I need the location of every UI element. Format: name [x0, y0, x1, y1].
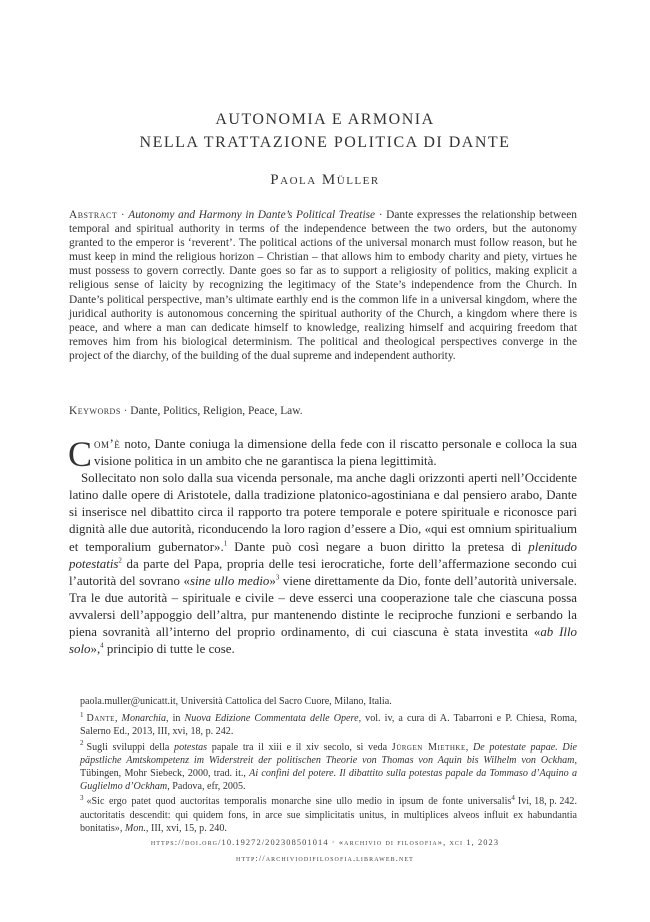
- article-title-line-2: NELLA TRATTAZIONE POLITICA DI DANTE: [139, 134, 511, 151]
- footnote-2-sep: ,: [465, 741, 473, 753]
- footnote-1-edition: Nuova Edizione Commentata delle Opere: [184, 713, 359, 725]
- footnotes: [80, 695, 577, 837]
- footnote-3: [80, 795, 577, 835]
- author-name: Paola Müller: [270, 172, 380, 188]
- p2-italic-ab-illo-solo: ab Illo solo: [69, 625, 578, 657]
- opening-smallcaps: om’è: [94, 437, 121, 451]
- p2-text-c: da parte del Papa, propria delle tesi ierocratiche, forte dell’affermazione secondo cui l’autorità del sovrano «: [69, 556, 577, 588]
- footnote-2-work-2: Ai confini del potere. Il dibattito sulla potestas papale da Tommaso d’Aquino a Guglielmo d’Ockham: [80, 768, 577, 793]
- footnote-1-details: , vol. iv, a cura di A. Tabarroni e P. Chiesa, Roma, Salerno Ed., 2013, III, xvi, 18, p. 242.: [80, 713, 577, 738]
- footnote-3-text: «Sic ergo patet quod auctoritas temporalis monarche sine ullo medio in ipsum de fonte universalis auctoritatis descendit: qui quidem fons, in arce sue simplicitatis unitus, in multiplices alveos influit ex habundantia bonitatis»,: [80, 796, 577, 834]
- footnote-2-potestas: potestas: [174, 741, 208, 753]
- footer-doi-line[interactable]: https://doi.org/10.19272/202308501014 · «archivio di filosofia», xci 1, 2023: [150, 838, 500, 847]
- footnote-4-number: 4: [511, 794, 515, 803]
- footer-website-line[interactable]: http://archiviodifilosofia.libraweb.net: [236, 854, 414, 863]
- body-text: [69, 436, 577, 658]
- abstract-label: Abstract: [69, 209, 118, 221]
- footnote-3-details: , III, xvi, 15, p. 240.: [145, 822, 227, 834]
- p2-text-d: viene direttamente da Dio, fonte dell’autorità universale. Tra le due autorità – spirituale e civile – deve esserci una cooperazione tale che ciascuna possa avvalersi dell’appoggio dell’altra, pur mantenendo distinte le reciproche funzioni e serbando la piena sovranità all’interno del proprio ordinamento, di cui ciascuna è stata investita «: [69, 573, 577, 640]
- p2-text-b: Dante può così negare a buon diritto la pretesa di: [227, 539, 529, 554]
- author-email-affiliation[interactable]: paola.muller@unicatt.it, Università Cattolica del Sacro Cuore, Milano, Italia.: [80, 696, 392, 707]
- p2-italic-sine-ullo-medio: sine ullo medio: [189, 573, 270, 588]
- footnote-2-author: Jürgen Miethke: [391, 741, 466, 753]
- footnote-ref-4[interactable]: 4: [100, 641, 104, 650]
- abstract-separator: ·: [117, 209, 129, 221]
- keywords: [69, 405, 577, 417]
- drop-cap: C: [68, 434, 93, 474]
- footnote-1-sep: ,: [114, 713, 122, 725]
- footnote-2: [80, 741, 577, 794]
- p2-quote-close: »: [269, 573, 276, 588]
- footnote-ref-1[interactable]: 1: [223, 539, 228, 548]
- p2-text-a: Sollecitato non solo dalla sua vicenda personale, ma anche dagli orizzonti aperti nell’Occidente latino dalle opere di Aristotele, dalla tradizione platonico-agostiniana e dal pensiero arabo, Dante si inserisce nel dibattito circa il rapporto tra potere temporale e potere spirituale e riconosce pari dignità alle due autorità, riconducendo la loro ragion d’essere a Dio, «qui est omnium spiritualium et temporalium gubernator».: [69, 471, 577, 554]
- footnote-1-number: 1: [80, 710, 84, 719]
- paragraph-1: [68, 434, 577, 474]
- footnote-2-work: De potestate papae. Die päpstliche Amtskompetenz im Widerstreit der politischen Theorie von Thomas von Aquin bis Wilhelm von Ockham: [80, 741, 577, 766]
- abstract-english-title: Autonomy and Harmony in Dante’s Political Treatise: [128, 209, 376, 221]
- p2-text-e: principio di tutte le cose.: [103, 642, 235, 657]
- abstract-text: · Dante expresses the relationship between temporal and spiritual authority in terms of the independence between the two orders, but the autonomy granted to the emperor is ‘reverent’. The political actions of the universal monarch must follow reason, but he must keep in mind the religious horizon – Christian – that allows him to embody charity and piety, virtues he must possess to govern correctly. Dante goes so far as to support a religiosity of politics, making explicit a religious sense of laicity by recognizing the legitimacy of the State’s independence from the Church. In Dante’s political perspective, man’s ultimate earthly end is the common life in a universal kingdom, where the juridical authority is autonomous concerning the spiritual authority of the Church, a kingdom where there is peace, and where a man can dedicate himself to knowledge, realizing himself and acquiring freedom that removes him from his biological determinism. The political and theological perspectives converge in the project of the diarchy, of the building of the dual supreme and independent authority.: [69, 209, 577, 362]
- footnote-2-number: 2: [80, 739, 84, 748]
- author-affiliation: [80, 695, 577, 708]
- abstract: [69, 208, 577, 363]
- footnote-1: [80, 712, 577, 738]
- keywords-label: Keywords: [69, 405, 121, 417]
- keywords-text: · Dante, Politics, Religion, Peace, Law.: [120, 405, 303, 417]
- footnote-2-text-e: , Padova, efr, 2005.: [167, 781, 246, 793]
- footnote-1-author: Dante: [86, 713, 115, 725]
- footnote-4: [511, 795, 577, 808]
- footnote-3-number: 3: [80, 794, 84, 803]
- article-title-line-1: AUTONOMIA E ARMONIA: [215, 111, 435, 128]
- footnote-ref-3[interactable]: 3: [275, 573, 280, 582]
- paragraph-2: [69, 470, 577, 658]
- footnote-1-in: , in: [166, 713, 185, 725]
- footnote-4-text: Ivi, 18, p. 242.: [517, 796, 577, 808]
- footnote-2-text-d: , Tübingen, Mohr Siebeck, 2000, trad. it.,: [80, 754, 577, 780]
- footnote-1-work: Monarchia: [121, 713, 167, 725]
- footnote-3-work: Mon.: [124, 822, 146, 834]
- p2-italic-plenitudo: plenitudo potestatis: [69, 539, 577, 571]
- footnote-2-text-b: papale tra il xiii e il xiv secolo, si veda: [207, 741, 392, 753]
- p2-quote-close-2: »,: [90, 642, 101, 657]
- paragraph-1-text: noto, Dante coniuga la dimensione della fede con il riscatto personale e colloca la sua visione politica in un ambito che ne garantisca la piena legittimità.: [94, 437, 577, 469]
- footnote-ref-2[interactable]: 2: [118, 556, 122, 565]
- footnote-2-text-a: Sugli sviluppi della: [86, 741, 175, 753]
